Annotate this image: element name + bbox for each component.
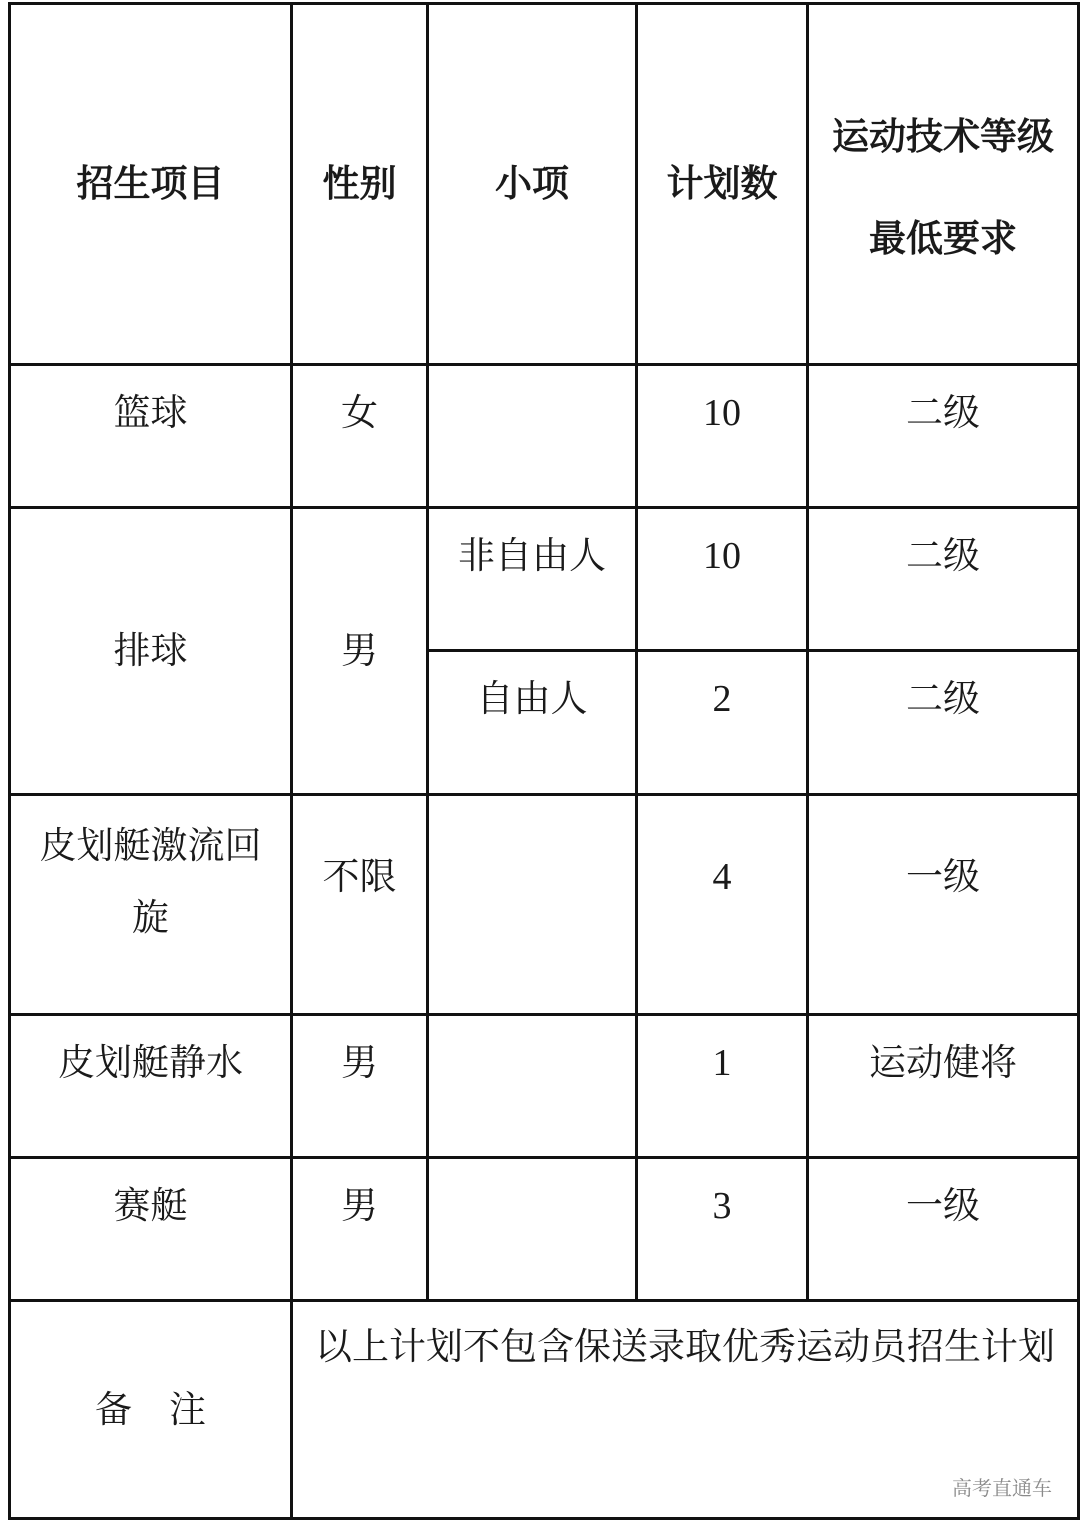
cell-plan: 10 [637, 365, 808, 508]
header-gender: 性别 [292, 4, 428, 365]
cell-subitem [428, 365, 637, 508]
remark-row [10, 1301, 1079, 1519]
cell-plan: 10 [637, 508, 808, 651]
table-row [10, 508, 1079, 651]
table-header-row [10, 4, 1079, 365]
cell-gender: 女 [292, 365, 428, 508]
cell-subitem [428, 795, 637, 1015]
header-subitem: 小项 [428, 4, 637, 365]
header-plan: 计划数 [637, 4, 808, 365]
header-level [808, 4, 1079, 365]
cell-subitem [428, 1158, 637, 1301]
cell-level: 二级 [808, 365, 1079, 508]
cell-level: 二级 [808, 651, 1079, 795]
cell-plan: 2 [637, 651, 808, 795]
header-level-line1: 运动技术等级 [832, 115, 1054, 159]
cell-subitem: 非自由人 [428, 508, 637, 651]
enrollment-plan-table [8, 2, 1080, 1520]
header-level-line2: 最低要求 [869, 217, 1017, 261]
table-row [10, 795, 1079, 1015]
header-project: 招生项目 [10, 4, 292, 365]
cell-gender: 男 [292, 1158, 428, 1301]
cell-project: 皮划艇激流回旋 [10, 795, 292, 1015]
cell-plan: 3 [637, 1158, 808, 1301]
cell-level: 一级 [808, 795, 1079, 1015]
cell-level: 二级 [808, 508, 1079, 651]
table-row [10, 1158, 1079, 1301]
watermark: 高考直通车 [952, 1476, 1052, 1500]
remark-text: 以上计划不包含保送录取优秀运动员招生计划 [292, 1301, 1079, 1519]
cell-project: 皮划艇静水 [10, 1015, 292, 1158]
cell-gender: 男 [292, 1015, 428, 1158]
cell-project: 篮球 [10, 365, 292, 508]
cell-level: 运动健将 [808, 1015, 1079, 1158]
table-row [10, 1015, 1079, 1158]
cell-gender: 男 [292, 508, 428, 795]
table-row [10, 365, 1079, 508]
cell-subitem: 自由人 [428, 651, 637, 795]
cell-project: 赛艇 [10, 1158, 292, 1301]
remark-label: 备 注 [10, 1301, 292, 1519]
cell-project: 排球 [10, 508, 292, 795]
cell-plan: 1 [637, 1015, 808, 1158]
cell-level: 一级 [808, 1158, 1079, 1301]
cell-plan: 4 [637, 795, 808, 1015]
cell-subitem [428, 1015, 637, 1158]
cell-gender: 不限 [292, 795, 428, 1015]
